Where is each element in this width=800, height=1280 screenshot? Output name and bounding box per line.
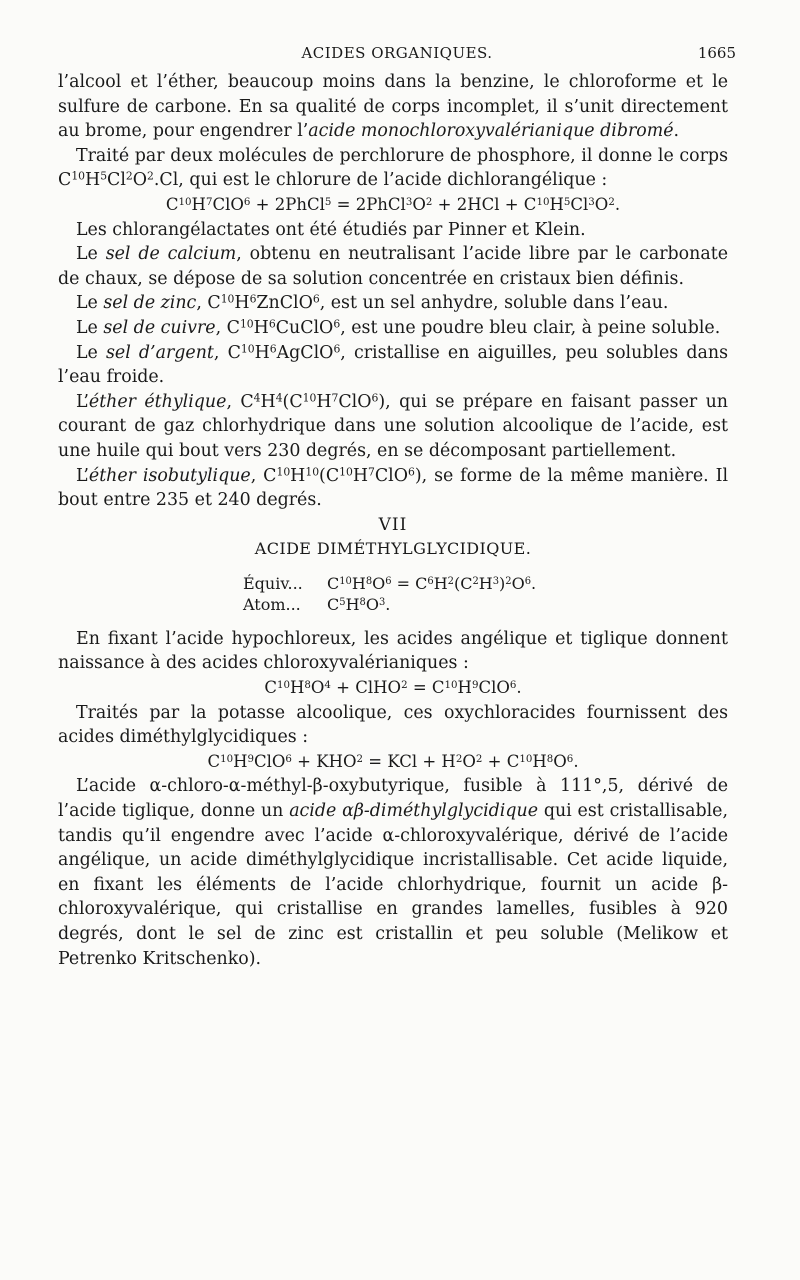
atom-line: Atom... $C^5H^8O^3$. [243, 594, 391, 614]
paragraph: Les chlorangélactates ont été étudiés par Pinner et Klein. [76, 219, 586, 240]
paragraph: Le sel de cuivre, $C^{10}H^6CuClO^6$, est une poudre bleu clair, à peine soluble. [76, 317, 721, 338]
page-number: 1665 [697, 44, 736, 62]
paragraph: Traité par deux molécules de perchlorure de phosphore, il donne le corps $C^{10}H^5Cl^2O^2.Cl$, qui est le chlorure de l’acide dichlorangélique : [58, 145, 728, 191]
page-body [58, 70, 728, 971]
paragraph: Le sel de calcium, obtenu en neutralisant l’acide libre par le carbonate de chaux, se dépose de sa solution concentrée en cristaux bien définis. [58, 244, 728, 289]
paragraph: L’éther isobutylique, $C^{10}H^{10}(C^{10}H^7ClO^6)$, se forme de la même manière. Il bout entre 235 et 240 degrés. [58, 465, 729, 511]
paragraph: L’acide α-chloro-α-méthyl-β-oxybutyrique, fusible à 111°,5, dérivé de l’acide tiglique, donne un acide αβ-diméthylglycidique qui est cristallisable, tandis qu’il engendre avec l’acide α-chloroxyvalérique, dérivé de l’acide angélique, un acide diméthylglycidique incristallisable. Cet acide liquide, en fixant les éléments de l’acide chlorhydrique, fournit un acide β-chloroxyvalérique, qui cristallise en grandes lamelles, fusibles à 920 degrés, dont le sel de zinc est cristallin et peu soluble (Melikow et Petrenko Kritschenko). [58, 776, 728, 969]
page-header [58, 44, 736, 68]
chemical-equation: $C^{10}H^9ClO^6 + KHO^2$ = KCl + $H^2O^2 + C^{10}H^8O^6$. [207, 751, 579, 771]
section-title: ACIDE DIMÉTHYLGLYCIDIQUE. [254, 539, 532, 559]
section-number: VII [378, 514, 408, 535]
formula-block [243, 573, 728, 615]
paragraph: En fixant l’acide hypochloreux, les acides angélique et tiglique donnent naissance à des acides chloroxyvalérianiques : [58, 628, 728, 674]
chemical-equation: $C^{10}H^7ClO^6$ + 2PhCl$^5$ = $2PhCl^3O^2 + 2HCl + C^{10}H^5Cl^3O^2$. [165, 194, 621, 214]
paragraph: Traités par la potasse alcoolique, ces oxychloracides fournissent des acides diméthylglycidiques : [58, 702, 728, 748]
equiv-line: Équiv... $C^{10}H^8O^6 = C^6H^2(C^2H^3)^2O^6$. [243, 573, 537, 593]
paragraph: l’alcool et l’éther, beaucoup moins dans la benzine, le chloroforme et le sulfure de carbone. En sa qualité de corps incomplet, il s’unit directement au brome, pour engendrer l’acide monochloroxyvalérianique dibromé. [58, 72, 728, 142]
paragraph: Le sel de zinc, $C^{10}H^6ZnClO^6$, est un sel anhydre, soluble dans l’eau. [76, 292, 669, 314]
paragraph: Le sel d’argent, $C^{10}H^6AgClO^6$, cristallise en aiguilles, peu solubles dans l’eau froide. [58, 342, 729, 388]
running-title: ACIDES ORGANIQUES. [301, 44, 493, 62]
paragraph: L’éther éthylique, $C^4H^4(C^{10}H^7ClO^6)$, qui se prépare en faisant passer un courant de gaz chlorhydrique dans une solution alcoolique de l’acide, est une huile qui bout vers 230 degrés, en se décomposant partiellement. [58, 391, 728, 461]
chemical-equation: $C^{10}H^8O^4$ + ClHO$^2$ = $C^{10}H^9ClO^6$. [264, 678, 522, 698]
